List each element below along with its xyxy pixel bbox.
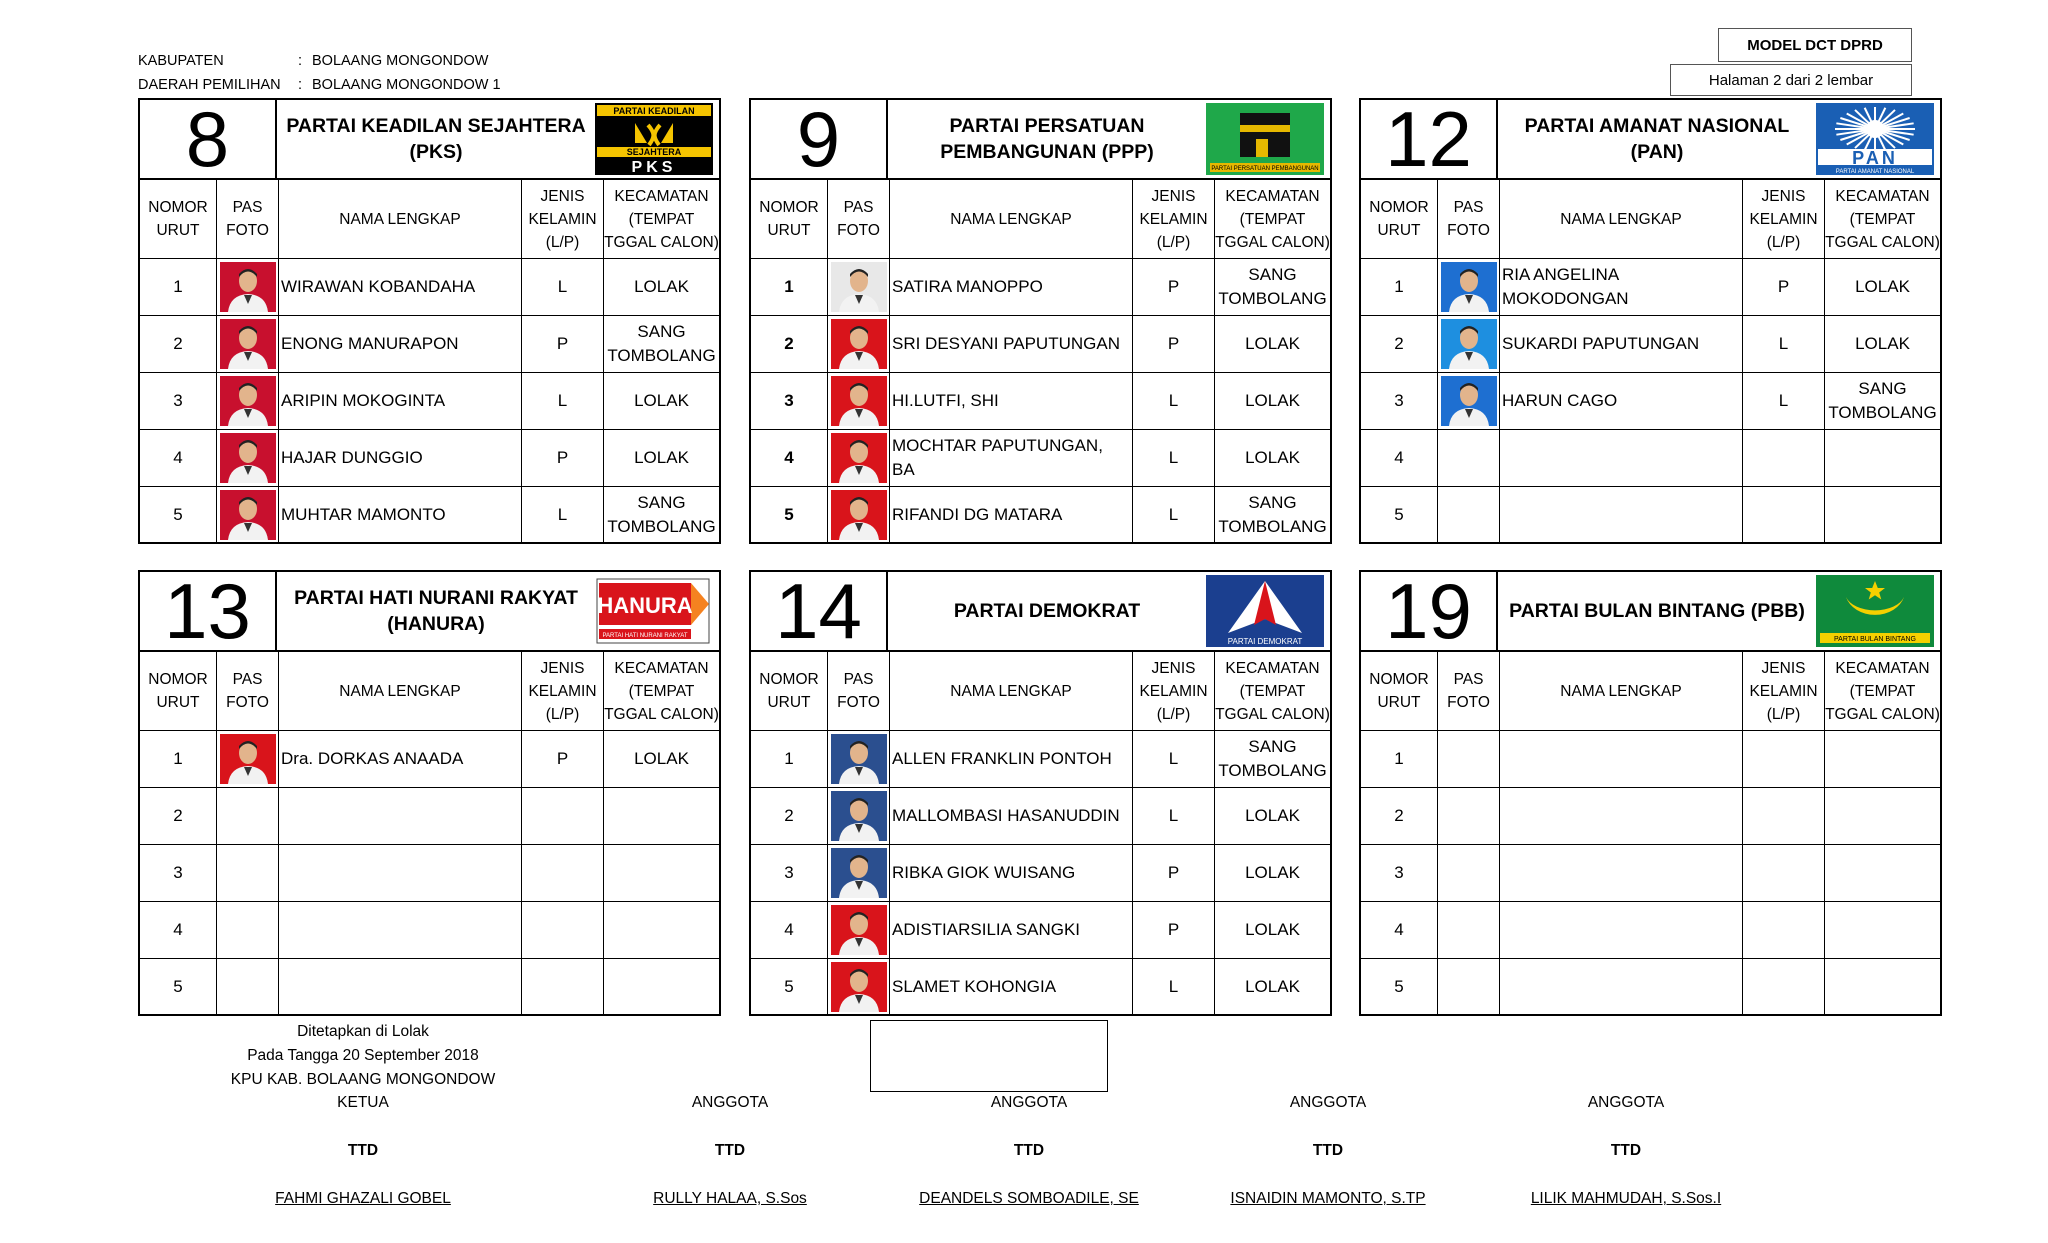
nomor-urut: 3 xyxy=(140,845,217,901)
column-header-nomor: NOMOR URUT xyxy=(751,652,828,730)
pas-foto xyxy=(828,373,890,429)
kecamatan: LOLAK xyxy=(1855,334,1910,353)
kecamatan: LOLAK xyxy=(634,749,689,768)
table-row xyxy=(140,486,719,543)
hanura-logo xyxy=(595,575,713,647)
jenis-kelamin: L xyxy=(522,487,604,543)
nama-lengkap xyxy=(1500,845,1743,901)
party-header xyxy=(140,567,719,655)
signature-ttd: TTD xyxy=(347,1142,379,1159)
column-header-foto: PAS FOTO xyxy=(1438,180,1500,258)
pas-foto xyxy=(217,430,279,486)
pas-foto xyxy=(828,788,890,844)
pas-foto xyxy=(217,316,279,372)
svg-text:HANURA: HANURA xyxy=(597,593,693,618)
nomor-urut: 5 xyxy=(1361,487,1438,543)
party-name: PARTAI KEADILAN SEJAHTERA (PKS) xyxy=(286,115,586,163)
kecamatan xyxy=(1825,902,1940,958)
pas-foto xyxy=(217,731,279,787)
column-header-nama: NAMA LENGKAP xyxy=(1500,180,1743,258)
column-header-foto: PAS FOTO xyxy=(217,652,279,730)
table-row xyxy=(751,730,1330,787)
table-row xyxy=(1361,315,1940,372)
jenis-kelamin: L xyxy=(522,373,604,429)
pas-foto xyxy=(1438,316,1500,372)
nomor-urut: 3 xyxy=(751,373,828,429)
table-row xyxy=(751,429,1330,486)
party-table-9 xyxy=(749,95,1332,544)
jenis-kelamin xyxy=(1743,959,1825,1015)
nama-lengkap: RIBKA GIOK WUISANG xyxy=(890,845,1133,901)
pas-foto xyxy=(217,788,279,844)
nama-lengkap: ENONG MANURAPON xyxy=(279,316,522,372)
jenis-kelamin: P xyxy=(522,731,604,787)
pas-foto xyxy=(828,430,890,486)
column-header-jenis: JENIS KELAMIN (L/P) xyxy=(522,180,604,258)
demokrat-logo xyxy=(1206,575,1324,647)
jenis-kelamin: P xyxy=(522,316,604,372)
column-header-jenis: JENIS KELAMIN (L/P) xyxy=(1133,180,1215,258)
nomor-urut: 1 xyxy=(751,731,828,787)
nama-lengkap xyxy=(279,902,522,958)
nomor-urut: 3 xyxy=(1361,845,1438,901)
svg-text:PAN: PAN xyxy=(1852,148,1898,168)
jenis-kelamin: P xyxy=(1133,259,1215,315)
nama-lengkap: HARUN CAGO xyxy=(1500,373,1743,429)
ppp-logo xyxy=(1206,103,1324,175)
jenis-kelamin xyxy=(1743,788,1825,844)
table-row xyxy=(751,787,1330,844)
column-header-foto: PAS FOTO xyxy=(828,652,890,730)
signature-name: DEANDELS SOMBOADILE, SE xyxy=(919,1190,1139,1207)
column-header-nomor: NOMOR URUT xyxy=(751,180,828,258)
dapil-line xyxy=(138,77,501,93)
pas-foto xyxy=(828,487,890,543)
column-header-nama: NAMA LENGKAP xyxy=(890,180,1133,258)
kecamatan: SANG TOMBOLANG xyxy=(1218,493,1327,536)
table-row xyxy=(140,958,719,1015)
colon: : xyxy=(298,77,303,93)
kecamatan xyxy=(1825,731,1940,787)
table-row xyxy=(1361,958,1940,1015)
nama-lengkap xyxy=(279,959,522,1015)
pas-foto xyxy=(1438,731,1500,787)
svg-text:PARTAI AMANAT NASIONAL: PARTAI AMANAT NASIONAL xyxy=(1835,169,1915,175)
column-header-nama: NAMA LENGKAP xyxy=(890,652,1133,730)
kecamatan xyxy=(604,902,719,958)
nomor-urut: 1 xyxy=(1361,259,1438,315)
jenis-kelamin: P xyxy=(522,430,604,486)
candidate-rows xyxy=(140,730,719,1015)
pas-foto xyxy=(828,959,890,1015)
column-header-nama: NAMA LENGKAP xyxy=(1500,652,1743,730)
nomor-urut: 1 xyxy=(140,259,217,315)
nomor-urut: 3 xyxy=(140,373,217,429)
kecamatan xyxy=(1825,487,1940,543)
nomor-urut: 2 xyxy=(1361,788,1438,844)
table-row xyxy=(140,372,719,429)
pas-foto xyxy=(217,845,279,901)
nama-lengkap: RIFANDI DG MATARA xyxy=(890,487,1133,543)
signature-ttd: TTD xyxy=(714,1142,746,1159)
stamp-box xyxy=(870,1020,1108,1092)
svg-text:PARTAI BULAN BINTANG: PARTAI BULAN BINTANG xyxy=(1834,636,1916,643)
column-header-kecamatan: KECAMATAN (TEMPAT TGGAL CALON) xyxy=(1215,659,1330,723)
party-table-8 xyxy=(138,95,721,544)
table-row xyxy=(140,901,719,958)
party-header xyxy=(751,567,1330,655)
table-row xyxy=(1361,787,1940,844)
column-header-kecamatan: KECAMATAN (TEMPAT TGGAL CALON) xyxy=(1215,187,1330,251)
kecamatan xyxy=(604,959,719,1015)
jenis-kelamin: L xyxy=(1133,959,1215,1015)
svg-text:PARTAI DEMOKRAT: PARTAI DEMOKRAT xyxy=(1227,637,1303,646)
nomor-urut: 1 xyxy=(140,731,217,787)
column-header-kecamatan: KECAMATAN (TEMPAT TGGAL CALON) xyxy=(604,187,719,251)
nama-lengkap xyxy=(279,788,522,844)
pas-foto xyxy=(217,902,279,958)
nama-lengkap: HI.LUTFI, SHI xyxy=(890,373,1133,429)
column-header-kecamatan: KECAMATAN (TEMPAT TGGAL CALON) xyxy=(1825,659,1940,723)
kecamatan xyxy=(604,788,719,844)
column-header-jenis: JENIS KELAMIN (L/P) xyxy=(1133,652,1215,730)
column-header-jenis: JENIS KELAMIN (L/P) xyxy=(1743,180,1825,258)
table-row xyxy=(751,901,1330,958)
jenis-kelamin xyxy=(522,959,604,1015)
table-row xyxy=(751,486,1330,543)
column-header-nomor: NOMOR URUT xyxy=(1361,180,1438,258)
nama-lengkap: SUKARDI PAPUTUNGAN xyxy=(1500,316,1743,372)
column-header-jenis: JENIS KELAMIN (L/P) xyxy=(1743,652,1825,730)
nomor-urut: 3 xyxy=(751,845,828,901)
kecamatan xyxy=(1825,845,1940,901)
nomor-urut: 2 xyxy=(751,788,828,844)
table-row xyxy=(140,429,719,486)
nama-lengkap: MUHTAR MAMONTO xyxy=(279,487,522,543)
kecamatan xyxy=(1825,959,1940,1015)
pas-foto xyxy=(828,731,890,787)
party-name: PARTAI BULAN BINTANG (PBB) xyxy=(1509,600,1805,622)
table-row xyxy=(751,372,1330,429)
nomor-urut: 5 xyxy=(751,487,828,543)
jenis-kelamin xyxy=(1743,902,1825,958)
kecamatan: SANG TOMBOLANG xyxy=(1828,379,1937,422)
pas-foto xyxy=(828,902,890,958)
nomor-urut: 2 xyxy=(140,788,217,844)
signature-role: ANGGOTA xyxy=(691,1094,769,1111)
nomor-urut: 4 xyxy=(751,902,828,958)
nama-lengkap: ADISTIARSILIA SANGKI xyxy=(890,902,1133,958)
signature-name: FAHMI GHAZALI GOBEL xyxy=(275,1190,451,1207)
kabupaten-label: KABUPATEN xyxy=(138,53,224,69)
model-box: MODEL DCT DPRD xyxy=(1718,28,1912,62)
signature-name: LILIK MAHMUDAH, S.Sos.I xyxy=(1530,1190,1722,1207)
nomor-urut: 5 xyxy=(1361,959,1438,1015)
nama-lengkap xyxy=(1500,959,1743,1015)
signature-heading xyxy=(213,1020,513,1092)
nama-lengkap xyxy=(1500,788,1743,844)
kecamatan: SANG TOMBOLANG xyxy=(607,493,716,536)
jenis-kelamin: P xyxy=(1133,316,1215,372)
candidate-rows xyxy=(751,258,1330,543)
pas-foto xyxy=(1438,959,1500,1015)
nama-lengkap: SLAMET KOHONGIA xyxy=(890,959,1133,1015)
nomor-urut: 3 xyxy=(1361,373,1438,429)
nama-lengkap: MALLOMBASI HASANUDDIN xyxy=(890,788,1133,844)
party-name: PARTAI PERSATUAN PEMBANGUNAN (PPP) xyxy=(940,115,1154,163)
column-header-foto: PAS FOTO xyxy=(828,180,890,258)
nomor-urut: 2 xyxy=(140,316,217,372)
kecamatan xyxy=(1825,788,1940,844)
pas-foto xyxy=(217,373,279,429)
jenis-kelamin: P xyxy=(1133,845,1215,901)
party-number: 14 xyxy=(751,572,888,650)
party-number: 8 xyxy=(140,100,277,178)
pas-foto xyxy=(1438,902,1500,958)
jenis-kelamin: P xyxy=(1743,259,1825,315)
pas-foto xyxy=(1438,788,1500,844)
signature-role: ANGGOTA xyxy=(1587,1094,1665,1111)
nomor-urut: 4 xyxy=(140,430,217,486)
pks-logo xyxy=(595,103,713,175)
pas-foto xyxy=(1438,373,1500,429)
party-number: 9 xyxy=(751,100,888,178)
nama-lengkap: HAJAR DUNGGIO xyxy=(279,430,522,486)
jenis-kelamin: L xyxy=(522,259,604,315)
svg-text:PARTAI HATI NURANI RAKYAT: PARTAI HATI NURANI RAKYAT xyxy=(602,633,688,639)
nama-lengkap: ARIPIN MOKOGINTA xyxy=(279,373,522,429)
dapil-label: DAERAH PEMILIHAN xyxy=(138,77,281,93)
kabupaten-value: BOLAANG MONGONDOW xyxy=(312,53,489,69)
kabupaten-line xyxy=(138,53,488,69)
jenis-kelamin xyxy=(1743,487,1825,543)
svg-text:PARTAI KEADILAN: PARTAI KEADILAN xyxy=(613,106,695,116)
kecamatan: LOLAK xyxy=(1245,863,1300,882)
table-row xyxy=(751,258,1330,315)
column-header-nama: NAMA LENGKAP xyxy=(279,180,522,258)
kecamatan: LOLAK xyxy=(1245,448,1300,467)
party-table-14 xyxy=(749,567,1332,1016)
nomor-urut: 5 xyxy=(751,959,828,1015)
column-header-nomor: NOMOR URUT xyxy=(140,652,217,730)
kecamatan: LOLAK xyxy=(1245,806,1300,825)
table-row xyxy=(140,844,719,901)
nomor-urut: 4 xyxy=(140,902,217,958)
column-header-foto: PAS FOTO xyxy=(1438,652,1500,730)
nama-lengkap: WIRAWAN KOBANDAHA xyxy=(279,259,522,315)
jenis-kelamin xyxy=(1743,430,1825,486)
nama-lengkap: RIA ANGELINA MOKODONGAN xyxy=(1500,259,1743,315)
nama-lengkap xyxy=(279,845,522,901)
jenis-kelamin: L xyxy=(1743,373,1825,429)
pas-foto xyxy=(828,845,890,901)
nama-lengkap xyxy=(1500,487,1743,543)
colon: : xyxy=(298,53,303,69)
pas-foto xyxy=(217,487,279,543)
party-number: 12 xyxy=(1361,100,1498,178)
nomor-urut: 5 xyxy=(140,959,217,1015)
candidate-rows xyxy=(140,258,719,543)
pas-foto xyxy=(828,316,890,372)
nomor-urut: 5 xyxy=(140,487,217,543)
kecamatan: LOLAK xyxy=(634,277,689,296)
nama-lengkap xyxy=(1500,430,1743,486)
column-header-jenis: JENIS KELAMIN (L/P) xyxy=(522,652,604,730)
pas-foto xyxy=(1438,487,1500,543)
kecamatan xyxy=(1825,430,1940,486)
pan-logo xyxy=(1816,103,1934,175)
table-row xyxy=(1361,730,1940,787)
nama-lengkap: SATIRA MANOPPO xyxy=(890,259,1133,315)
party-name: PARTAI DEMOKRAT xyxy=(953,600,1141,622)
candidate-rows xyxy=(751,730,1330,1015)
nomor-urut: 1 xyxy=(1361,731,1438,787)
pas-foto xyxy=(217,959,279,1015)
kecamatan: LOLAK xyxy=(634,448,689,467)
svg-text:SEJAHTERA: SEJAHTERA xyxy=(626,147,682,157)
table-row xyxy=(751,958,1330,1015)
party-name: PARTAI HATI NURANI RAKYAT (HANURA) xyxy=(294,587,578,635)
pas-foto xyxy=(1438,259,1500,315)
kecamatan: LOLAK xyxy=(1245,391,1300,410)
jenis-kelamin: P xyxy=(1133,902,1215,958)
kecamatan: LOLAK xyxy=(1245,334,1300,353)
kecamatan: SANG TOMBOLANG xyxy=(607,322,716,365)
jenis-kelamin xyxy=(522,788,604,844)
column-header-nomor: NOMOR URUT xyxy=(140,180,217,258)
party-name: PARTAI AMANAT NASIONAL (PAN) xyxy=(1524,115,1790,163)
jenis-kelamin xyxy=(1743,845,1825,901)
nama-lengkap: SRI DESYANI PAPUTUNGAN xyxy=(890,316,1133,372)
signature-name: RULLY HALAA, S.Sos xyxy=(653,1190,807,1207)
party-table-12 xyxy=(1359,95,1942,544)
kecamatan: LOLAK xyxy=(1855,277,1910,296)
pas-foto xyxy=(828,259,890,315)
nama-lengkap xyxy=(1500,731,1743,787)
nomor-urut: 2 xyxy=(751,316,828,372)
pas-foto xyxy=(1438,845,1500,901)
nomor-urut: 4 xyxy=(1361,902,1438,958)
nama-lengkap xyxy=(1500,902,1743,958)
signature-ttd: TTD xyxy=(1610,1142,1642,1159)
signature-role: ANGGOTA xyxy=(990,1094,1068,1111)
svg-text:PARTAI PERSATUAN PEMBANGUNAN: PARTAI PERSATUAN PEMBANGUNAN xyxy=(1211,166,1319,172)
kecamatan: SANG TOMBOLANG xyxy=(1218,265,1327,308)
table-row xyxy=(140,730,719,787)
column-header-nomor: NOMOR URUT xyxy=(1361,652,1438,730)
jenis-kelamin xyxy=(522,845,604,901)
kecamatan xyxy=(604,845,719,901)
column-header-foto: PAS FOTO xyxy=(217,180,279,258)
signature-ttd: TTD xyxy=(1013,1142,1045,1159)
table-row xyxy=(1361,486,1940,543)
table-row xyxy=(1361,901,1940,958)
signature-name: ISNAIDIN MAMONTO, S.TP xyxy=(1230,1190,1426,1207)
signature-role: ANGGOTA xyxy=(1289,1094,1367,1111)
pas-foto xyxy=(217,259,279,315)
jenis-kelamin xyxy=(1743,731,1825,787)
jenis-kelamin: L xyxy=(1133,430,1215,486)
table-row xyxy=(751,844,1330,901)
party-header xyxy=(1361,95,1940,183)
jenis-kelamin: L xyxy=(1743,316,1825,372)
kecamatan: LOLAK xyxy=(1245,920,1300,939)
column-header-kecamatan: KECAMATAN (TEMPAT TGGAL CALON) xyxy=(604,659,719,723)
pbb-logo xyxy=(1816,575,1934,647)
jenis-kelamin: L xyxy=(1133,487,1215,543)
nama-lengkap: MOCHTAR PAPUTUNGAN, BA xyxy=(890,430,1133,486)
table-row xyxy=(1361,258,1940,315)
date-text: Pada Tangga 20 September 2018 xyxy=(247,1047,479,1064)
signature-role: KETUA xyxy=(337,1094,389,1111)
column-header-kecamatan: KECAMATAN (TEMPAT TGGAL CALON) xyxy=(1825,187,1940,251)
kecamatan: SANG TOMBOLANG xyxy=(1218,737,1327,780)
party-table-19 xyxy=(1359,567,1942,1016)
party-header xyxy=(1361,567,1940,655)
nama-lengkap: Dra. DORKAS ANAADA xyxy=(279,731,522,787)
party-number: 13 xyxy=(140,572,277,650)
table-row xyxy=(140,315,719,372)
nomor-urut: 4 xyxy=(1361,430,1438,486)
party-header xyxy=(140,95,719,183)
nomor-urut: 4 xyxy=(751,430,828,486)
column-header-nama: NAMA LENGKAP xyxy=(279,652,522,730)
party-table-13 xyxy=(138,567,721,1016)
table-row xyxy=(1361,372,1940,429)
nomor-urut: 2 xyxy=(1361,316,1438,372)
dapil-value: BOLAANG MONGONDOW 1 xyxy=(312,77,501,93)
nomor-urut: 1 xyxy=(751,259,828,315)
kecamatan: LOLAK xyxy=(634,391,689,410)
svg-text:PKS: PKS xyxy=(631,159,677,175)
kecamatan: LOLAK xyxy=(1245,977,1300,996)
table-row xyxy=(140,787,719,844)
table-row xyxy=(1361,844,1940,901)
jenis-kelamin xyxy=(522,902,604,958)
jenis-kelamin: L xyxy=(1133,788,1215,844)
jenis-kelamin: L xyxy=(1133,373,1215,429)
pas-foto xyxy=(1438,430,1500,486)
signature-ttd: TTD xyxy=(1312,1142,1344,1159)
jenis-kelamin: L xyxy=(1133,731,1215,787)
party-number: 19 xyxy=(1361,572,1498,650)
place-text: Ditetapkan di Lolak xyxy=(297,1023,429,1040)
candidate-rows xyxy=(1361,258,1940,543)
nama-lengkap: ALLEN FRANKLIN PONTOH xyxy=(890,731,1133,787)
office-text: KPU KAB. BOLAANG MONGONDOW xyxy=(230,1071,496,1088)
table-row xyxy=(1361,429,1940,486)
party-header xyxy=(751,95,1330,183)
halaman-box: Halaman 2 dari 2 lembar xyxy=(1670,64,1912,96)
table-row xyxy=(140,258,719,315)
candidate-rows xyxy=(1361,730,1940,1015)
table-row xyxy=(751,315,1330,372)
